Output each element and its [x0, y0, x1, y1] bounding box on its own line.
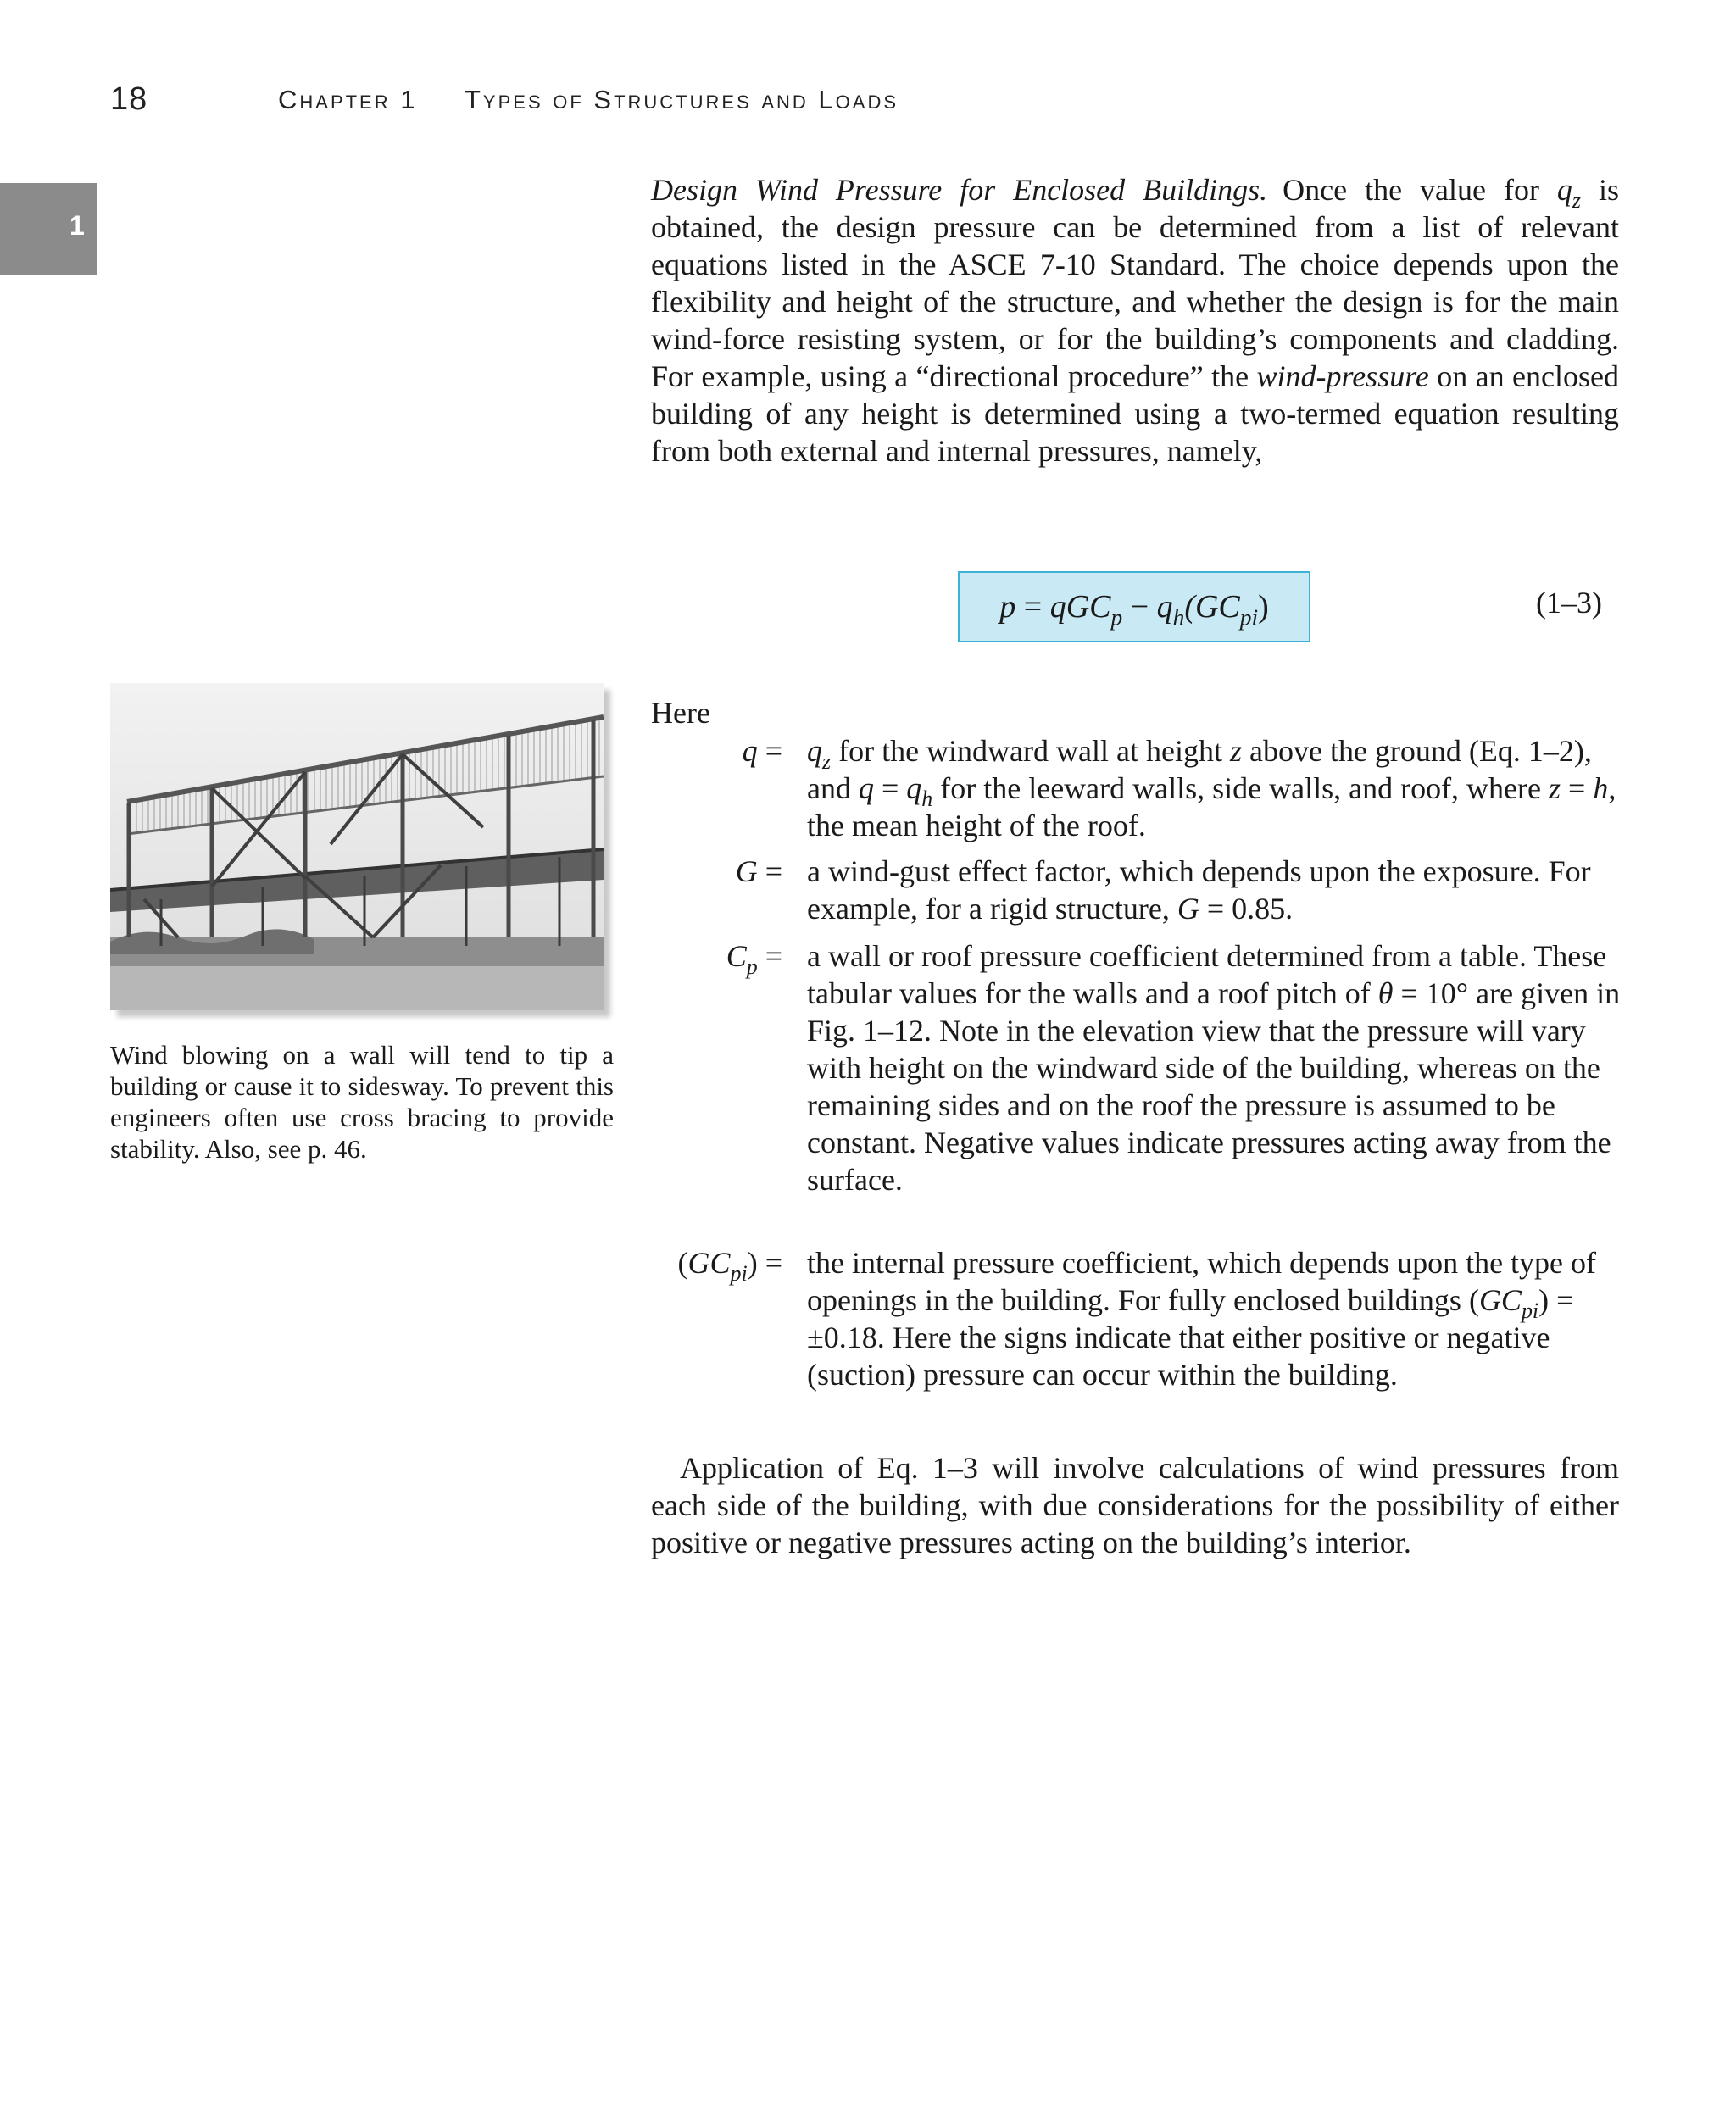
eq-q: q: [1156, 589, 1173, 625]
var-q: q: [906, 771, 922, 805]
eq-p: p: [999, 589, 1016, 625]
intro-text-1: Once the value for: [1283, 173, 1557, 207]
def-text-q: [807, 732, 1621, 844]
sym-c: C: [726, 939, 747, 973]
var-theta: θ: [1377, 976, 1394, 1010]
def-cp-text-2: = 10° are given in Fig. 1–12. Note in the elevation view that the pressure will vary with height on the windward side of the building, whereas on the remaining sides and on the roof the pressure is assumed to be constant. Negative values indicate pressures acting away from the surface.: [807, 976, 1621, 1197]
def-symbol-cp: [651, 937, 782, 980]
def-q-text-3: for the leeward walls, side walls, and roof, where: [932, 771, 1549, 805]
eq-sub-h: h: [1172, 604, 1185, 631]
var-gc: GC: [1478, 1283, 1522, 1317]
var-z: z: [1229, 734, 1242, 768]
sym-gc: GC: [687, 1246, 731, 1280]
run-in-heading: Design Wind Pressure for Enclosed Buildings.: [651, 173, 1268, 207]
def-text-g: [807, 853, 1621, 927]
sym-equals: =: [757, 939, 782, 973]
here-label: Here: [651, 696, 710, 730]
qz-variable: q: [1556, 173, 1572, 207]
def-symbol-gcpi: [651, 1244, 782, 1287]
var-h: h: [1593, 771, 1609, 805]
var-q: q: [858, 771, 874, 805]
sym-sub-pi: pi: [730, 1261, 748, 1287]
sub-z: z: [822, 749, 832, 775]
def-gcpi-text-1: the internal pressure coefficient, which depends upon the type of openings in the building. For fully enclosed buildings (: [807, 1246, 1597, 1317]
def-g-text-1: a wind-gust effect factor, which depends upon the exposure. For example, for a rigid structure,: [807, 854, 1591, 926]
eq-sub-p: p: [1110, 604, 1123, 631]
def-symbol-q: [651, 732, 782, 770]
eq-sub-pi: pi: [1239, 604, 1259, 631]
intro-text-3: on an enclosed building of any height is determined using a two-termed equation resulting from both external and internal pressures, namely,: [651, 359, 1619, 468]
sym-open: (: [677, 1246, 688, 1280]
intro-paragraph: [651, 171, 1619, 470]
sym-equals: =: [757, 734, 782, 768]
eq-close: ): [1258, 589, 1269, 625]
figure-caption: Wind blowing on a wall will tend to tip a building or cause it to sidesway. To prevent this engineers often use cross bracing to provide stability. Also, see p. 46.: [110, 1040, 614, 1164]
var-g: G: [1177, 892, 1199, 926]
closing-paragraph: Application of Eq. 1–3 will involve calculations of wind pressures from each side of the building, with due considerations for the possibility of either positive or negative pressures acting on the building’s interior.: [651, 1451, 1619, 1559]
var-q: q: [807, 734, 822, 768]
qz-subscript: z: [1572, 188, 1582, 214]
page-number: 18: [110, 81, 148, 117]
def-cp-text-1: a wall or roof pressure coefficient determined from a table. These tabular values for the walls and a roof pitch of: [807, 939, 1607, 1010]
steel-frame-photo: [110, 683, 604, 1010]
chapter-tab: [0, 183, 97, 275]
sym-close: ): [747, 1246, 758, 1280]
sym-sub-p: p: [746, 954, 758, 980]
building-frame-image: [110, 683, 604, 1010]
chapter-title: Types of Structures and Loads: [465, 85, 899, 114]
eq-equals: =: [1015, 589, 1050, 625]
sub-pi: pi: [1521, 1298, 1539, 1324]
sym-equals: =: [757, 1246, 782, 1280]
def-gcpi-text-2: ) = ±0.18. Here the signs indicate that either positive or negative (suction) pressure can occur within the building.: [807, 1283, 1574, 1392]
sub-h: h: [921, 787, 933, 812]
equation: [960, 588, 1309, 631]
sym-equals: =: [757, 854, 782, 888]
sym-g: G: [735, 854, 758, 888]
equation-number: (1–3): [1536, 586, 1602, 620]
var-z: z: [1549, 771, 1561, 805]
chapter-tab-number: 1: [70, 210, 85, 241]
sym-q: q: [742, 734, 758, 768]
def-q-text-2: above the ground (Eq. 1–2), and: [807, 734, 1592, 805]
intro-text-2: is obtained, the design pressure can be determined from a list of relevant equations listed in the ASCE 7-10 Standard. The choice depends upon the flexibility and height of the structure, and whether the design is for the main wind-force resisting system, or for the building’s components and cladding. For example, using a “directional procedure” the: [651, 173, 1619, 393]
def-text-cp: [807, 937, 1621, 1198]
def-q-equals: =: [873, 771, 907, 805]
def-q-text-4: , the mean height of the roof.: [807, 771, 1616, 842]
def-q-text-1: for the windward wall at height: [831, 734, 1230, 768]
eq-minus: −: [1122, 589, 1157, 625]
def-symbol-g: [651, 853, 782, 890]
intro-emphasis: wind-pressure: [1256, 359, 1429, 393]
def-text-gcpi: [807, 1244, 1621, 1393]
eq-gc: (GC: [1184, 589, 1240, 625]
def-q-equals: =: [1561, 771, 1594, 805]
chapter-label: Chapter 1: [278, 85, 418, 114]
def-g-text-2: = 0.85.: [1199, 892, 1294, 926]
running-header: [110, 81, 1043, 124]
eq-qgc: qGC: [1049, 589, 1111, 625]
equation-box: [958, 571, 1310, 642]
